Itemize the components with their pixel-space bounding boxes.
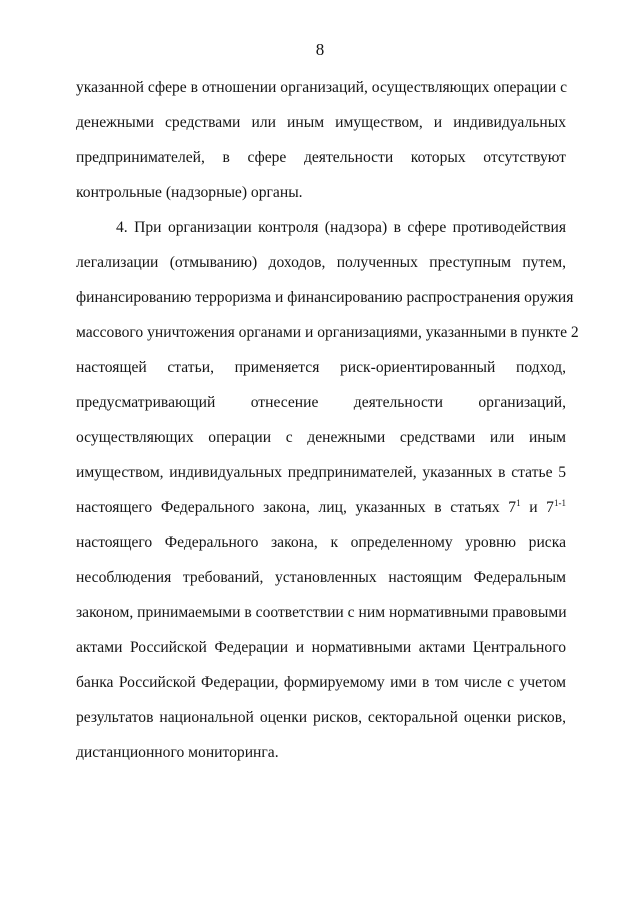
text-line: финансированию терроризма и финансированию распространения оружия [76, 289, 574, 306]
text-line-with-superscripts [76, 498, 566, 518]
line-text: и 7 [520, 499, 554, 516]
text-line: несоблюдения требований, установленных настоящим Федеральным [76, 569, 566, 586]
text-line: осуществляющих операции с денежными средствами или иным [76, 429, 566, 446]
text-line: указанной сфере в отношении организаций, осуществляющих операции с [76, 79, 568, 96]
text-line: результатов национальной оценки рисков, секторальной оценки рисков, [76, 709, 566, 726]
superscript: 1-1 [553, 498, 566, 508]
text-line: банка Российской Федерации, формируемому ими в том числе с учетом [76, 674, 566, 691]
page-number: 8 [315, 40, 325, 59]
superscript: 1 [516, 498, 521, 508]
text-line: массового уничтожения органами и организациями, указанными в пункте 2 [76, 324, 579, 341]
text-line: дистанционного мониторинга. [76, 744, 279, 761]
text-line: актами Российской Федерации и нормативными актами Центрального [76, 639, 566, 656]
line-text: настоящего Федерального закона, лиц, указанных в статьях 7 [76, 499, 517, 516]
text-line: настоящего Федерального закона, к определенному уровню риска [76, 534, 566, 551]
text-line: имуществом, индивидуальных предпринимателей, указанных в статье 5 [76, 464, 566, 481]
text-line: предпринимателей, в сфере деятельности которых отсутствуют [76, 149, 566, 166]
text-line: легализации (отмыванию) доходов, полученных преступным путем, [76, 254, 566, 271]
text-line: предусматривающий отнесение деятельности организаций, [76, 394, 566, 411]
text-line: контрольные (надзорные) органы. [76, 184, 303, 201]
text-line: 4. При организации контроля (надзора) в сфере противодействия [116, 219, 566, 236]
text-line: законом, принимаемыми в соответствии с ним нормативными правовыми [76, 604, 567, 621]
text-line: настоящей статьи, применяется риск-ориентированный подход, [76, 359, 566, 376]
text-line: денежными средствами или иным имуществом, и индивидуальных [76, 114, 566, 131]
